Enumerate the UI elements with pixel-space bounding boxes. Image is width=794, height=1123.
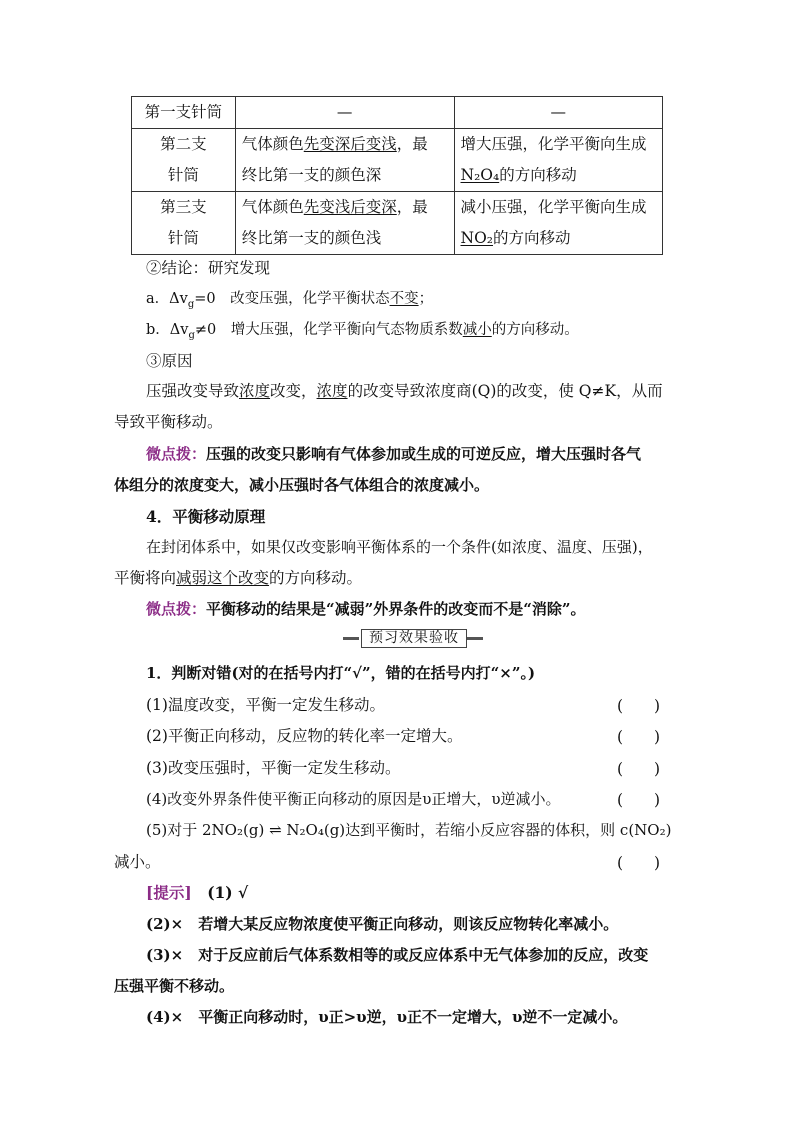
- cell-line: [242, 192, 448, 223]
- section-banner: [343, 628, 483, 648]
- experiment-table: [131, 96, 663, 255]
- text: a．Δv: [146, 291, 188, 307]
- answer-line: [146, 882, 248, 904]
- underlined-formula: N₂O₄: [460, 166, 500, 184]
- cell-line: [242, 129, 448, 160]
- table-cell: [132, 192, 236, 255]
- cell-line: [461, 160, 657, 191]
- answer-bracket: ( ): [617, 791, 661, 809]
- table-cell: [454, 129, 663, 192]
- text: 的方向移动。: [269, 569, 363, 587]
- banner-title: 预习效果验收: [361, 629, 467, 648]
- tip-label: 微点拨：: [146, 600, 207, 618]
- cell-line: 第三支: [160, 198, 207, 216]
- answer-bracket: ( ): [617, 760, 661, 778]
- reason-title: ③原因: [146, 352, 193, 370]
- underlined-text: 减弱这个改变: [176, 569, 270, 587]
- banner-left-bar: [343, 637, 359, 640]
- text: 的方向移动。: [491, 322, 579, 338]
- underlined-text: 先变深后变浅: [303, 135, 397, 153]
- tip-label: 微点拨：: [146, 445, 207, 463]
- hint-label: [提示]: [146, 883, 192, 902]
- text: 压强改变导致: [146, 382, 240, 400]
- text: ；: [418, 291, 434, 307]
- text: 压强的改变只影响有气体参加或生成的可逆反应，增大压强时各气: [206, 445, 642, 463]
- quiz-item: (3)改变压强时，平衡一定发生移动。: [146, 759, 401, 777]
- quiz-item: (5)对于 2NO₂(g) ⇌ N₂O₄(g)达到平衡时，若缩小反应容器的体积，则 c(NO₂): [146, 821, 672, 839]
- principle-line-1: 在封闭体系中，如果仅改变影响平衡体系的一个条件(如浓度、温度、压强)，: [146, 538, 653, 556]
- table-cell: [235, 129, 454, 192]
- question-1: 1．判断对错(对的在括号内打“√”，错的在括号内打“×”。): [146, 664, 536, 682]
- tip-paragraph: [146, 598, 586, 620]
- table-cell: —: [454, 97, 663, 129]
- answer-line: (3)× 对于反应前后气体系数相等的或反应体系中无气体参加的反应，改变: [146, 946, 649, 964]
- answer-bracket: ( ): [617, 697, 661, 715]
- subscript: g: [187, 298, 195, 310]
- cell-line: 针筒: [167, 229, 199, 247]
- text: ，最: [396, 198, 428, 216]
- table-row: [132, 192, 663, 255]
- text: 气体颜色: [241, 135, 304, 153]
- text: (1) √: [207, 883, 249, 902]
- table-cell: 第一支针筒: [132, 97, 236, 129]
- principle-line-2: [114, 567, 362, 589]
- text: 的改变导致浓度商(Q)的改变，使 Q≠K，从而: [347, 382, 663, 400]
- subscript: g: [188, 329, 195, 341]
- answer-bracket: ( ): [617, 854, 661, 872]
- cell-line: [461, 223, 657, 254]
- underlined-text: 不变: [389, 291, 419, 307]
- reason-line-1: [146, 380, 663, 402]
- section-heading: 4．平衡移动原理: [146, 507, 266, 526]
- text: 平衡移动的结果是“减弱”外界条件的改变而不是“消除”。: [206, 600, 586, 618]
- text: 的方向移动: [499, 166, 577, 184]
- answer-bracket: ( ): [617, 728, 661, 746]
- text: 气体颜色: [241, 198, 304, 216]
- reason-line-2: 导致平衡移动。: [114, 413, 223, 431]
- quiz-item-line-2: 减小。: [114, 853, 161, 871]
- text: ，最: [396, 135, 428, 153]
- quiz-item: (4)改变外界条件使平衡正向移动的原因是υ正增大，υ逆减小。: [146, 790, 561, 808]
- text: 的方向移动: [492, 229, 571, 247]
- conclusion-b: [146, 319, 579, 347]
- tip-paragraph: [146, 443, 641, 465]
- table-row: [132, 97, 663, 129]
- underlined-text: 浓度: [316, 382, 348, 400]
- answer-line: 压强平衡不移动。: [114, 977, 235, 995]
- underlined-text: 浓度: [239, 382, 271, 400]
- table-cell: [454, 192, 663, 255]
- underlined-text: 先变浅后变深: [303, 198, 397, 216]
- cell-line: 针筒: [167, 166, 199, 184]
- conclusion-title: ②结论：研究发现: [146, 259, 271, 277]
- quiz-item: (2)平衡正向移动，反应物的转化率一定增大。: [146, 727, 463, 745]
- text: b．Δv: [146, 322, 189, 338]
- cell-line: 减小压强，化学平衡向生成: [460, 198, 647, 216]
- answer-line: (2)× 若增大某反应物浓度使平衡正向移动，则该反应物转化率减小。: [146, 915, 619, 933]
- table-cell: —: [235, 97, 454, 129]
- cell-line: 终比第一支的颜色浅: [241, 229, 382, 247]
- banner-right-bar: [467, 637, 483, 640]
- text: 平衡将向: [114, 569, 177, 587]
- cell-line: 终比第一支的颜色深: [241, 166, 382, 184]
- underlined-formula: NO₂: [460, 229, 493, 247]
- text: =0 改变压强，化学平衡状态: [194, 291, 390, 307]
- underlined-text: 减小: [462, 322, 492, 338]
- tip-paragraph-line-2: 体组分的浓度变大，减小压强时各气体组合的浓度减小。: [114, 476, 490, 494]
- table-row: [132, 129, 663, 192]
- conclusion-a: [146, 288, 433, 316]
- answer-line: (4)× 平衡正向移动时，υ正>υ逆，υ正不一定增大，υ逆不一定减小。: [146, 1008, 628, 1026]
- text: 改变，: [270, 382, 317, 400]
- cell-line: 增大压强，化学平衡向生成: [460, 135, 647, 153]
- table-cell: [235, 192, 454, 255]
- cell-line: 第二支: [160, 135, 207, 153]
- table-cell: [132, 129, 236, 192]
- quiz-item: (1)温度改变，平衡一定发生移动。: [146, 696, 385, 714]
- text: ≠0 增大压强，化学平衡向气态物质系数: [194, 322, 463, 338]
